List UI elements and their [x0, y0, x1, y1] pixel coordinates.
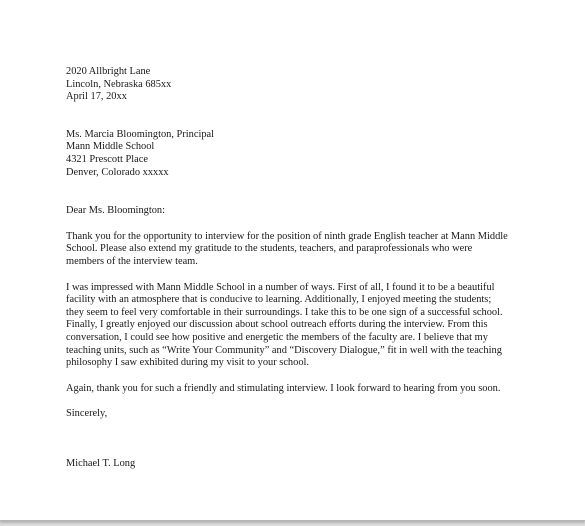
paragraph-line: teaching units, such as “Write Your Community” and “Discovery Dialogue,” fit in well with the teaching — [66, 344, 502, 356]
recipient-street: 4321 Prescott Place — [66, 153, 148, 165]
recipient-address — [66, 129, 574, 179]
paragraph-line: philosophy I saw exhibited during my visit to your school. — [66, 357, 310, 369]
paragraph-impressions — [66, 282, 574, 370]
paragraph-line: facility with an atmosphere that is conducive to learning. Additionally, I enjoyed meeting the students; — [66, 294, 492, 306]
paragraph-line: they seem to feel very comfortable in their surroundings. I take this to be one sign of a successful school. — [66, 306, 503, 318]
sender-city-line: Lincoln, Nebraska 685xx — [66, 78, 172, 90]
paragraph-line: Finally, I greatly enjoyed our discussion about school outreach efforts during the interview. From this — [66, 319, 488, 331]
paragraph-line: Thank you for the opportunity to interview for the position of ninth grade English teacher at Mann Middle — [66, 230, 508, 242]
paragraph-line: School. Please also extend my gratitude to the students, teachers, and paraprofessionals who were — [66, 243, 473, 255]
complimentary-closing: Sincerely, — [66, 408, 108, 420]
recipient-name: Ms. Marcia Bloomington, Principal — [66, 128, 215, 140]
letter-date: April 17, 20xx — [66, 91, 127, 103]
letter-body — [66, 66, 574, 470]
paragraph-line: Again, thank you for such a friendly and stimulating interview. I look forward to hearing from you soon. — [66, 382, 501, 394]
recipient-city-line: Denver, Colorado xxxxx — [66, 166, 169, 178]
sender-street: 2020 Allbright Lane — [66, 66, 151, 77]
recipient-school: Mann Middle School — [66, 141, 155, 153]
sender-address — [66, 66, 574, 104]
paragraph-thanks — [66, 231, 574, 269]
paragraph-line: conversation, I could see how positive and energetic the members of the faculty are. I believe that my — [66, 331, 488, 343]
paragraph-line: members of the interview team. — [66, 255, 198, 267]
signature-name: Michael T. Long — [66, 457, 136, 469]
paragraph-line: I was impressed with Mann Middle School in a number of ways. First of all, I found it to be a beautiful — [66, 281, 495, 293]
paragraph-closing-thanks — [66, 383, 574, 396]
salutation: Dear Ms. Bloomington: — [66, 205, 165, 217]
